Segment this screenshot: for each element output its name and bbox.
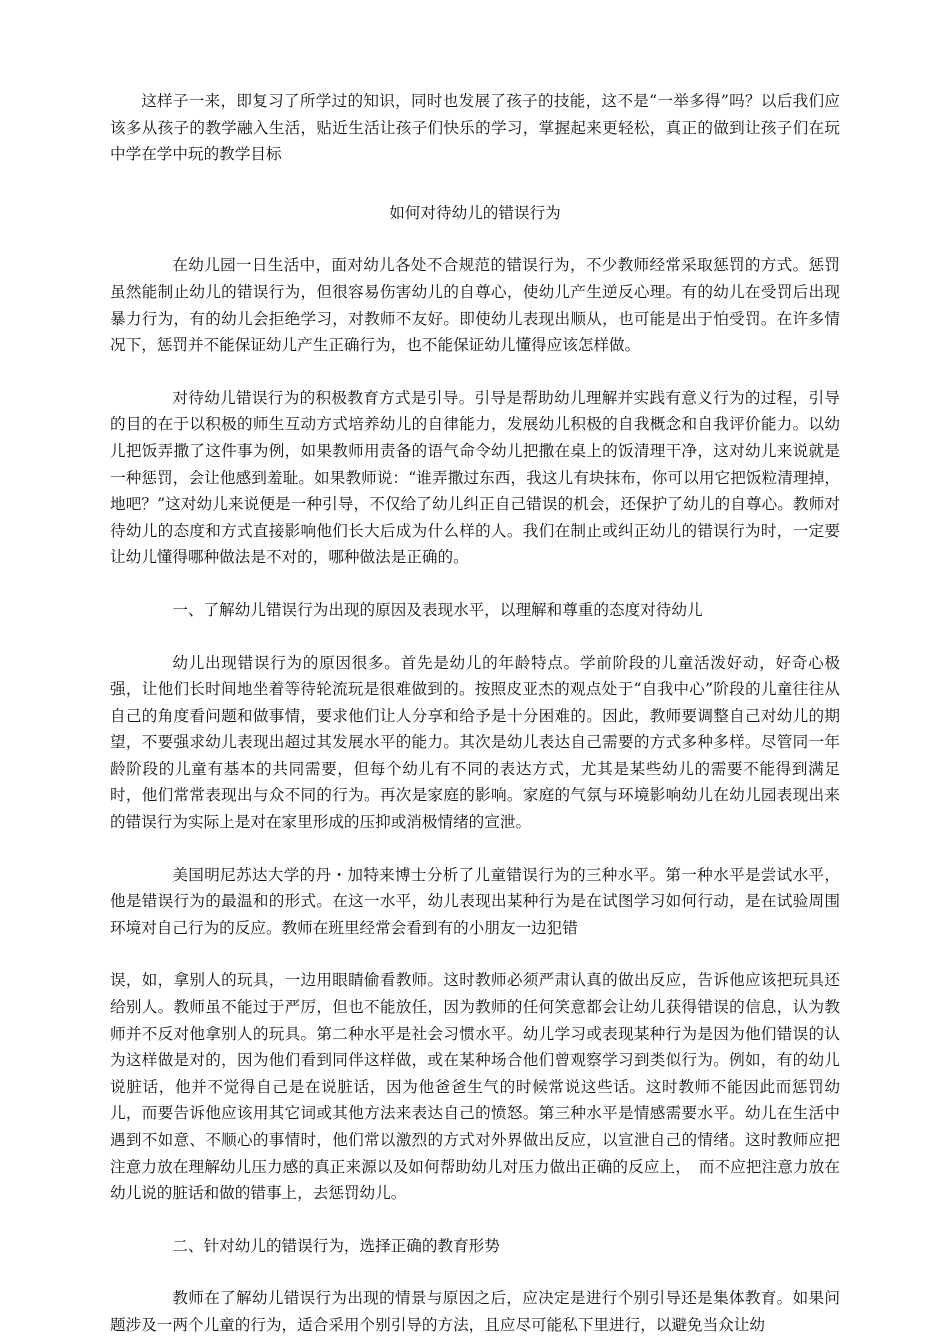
document-page <box>110 88 840 1339</box>
body-paragraph-5: 误，如，拿别人的玩具，一边用眼睛偷看教师。这时教师必须严肃认真的做出反应，告诉他应该把玩具还给别人。教师虽不能过于严厉，但也不能放任，因为教师的任何笑意都会让幼儿获得错误的信息，认为教师并不反对他拿别人的玩具。第二种水平是社会习惯水平。幼儿学习或表现某种行为是因为他们错误的认为这样做是对的，因为他们看到同伴这样做，或在某种场合他们曾观察学习到类似行为。例如，有的幼儿说脏话，他并不觉得自己是在说脏话，因为他爸爸生气的时候常说这些话。这时教师不能因此而惩罚幼儿，而要告诉他应该用其它词或其他方法来表达自己的愤怒。第三种水平是情感需要水平。幼儿在生活中遇到不如意、不顺心的事情时，他们常以激烈的方式对外界做出反应，以宣泄自己的情绪。这时教师应把注意力放在理解幼儿压力感的真正来源以及如何帮助幼儿对压力做出正确的反应上， 而不应把注意力放在幼儿说的脏话和做的错事上，去惩罚幼儿。 <box>110 971 840 1203</box>
body-paragraph-4: 美国明尼苏达大学的丹・加特来博士分析了儿童错误行为的三种水平。第一种水平是尝试水平，他是错误行为的最温和的形式。在这一水平，幼儿表现出某种行为是在试图学习如何行动，是在试验周围环境对自己行为的反应。教师在班里经常会看到有的小朋友一边犯错 <box>110 865 840 937</box>
body-paragraph-6: 教师在了解幼儿错误行为出现的情景与原因之后，应决定是进行个别引导还是集体教育。如果问题涉及一两个儿童的行为，适合采用个别引导的方法，且应尽可能私下里进行，以避免当众让幼 <box>110 1289 840 1334</box>
body-paragraph-1: 在幼儿园一日生活中，面对幼儿各处不合规范的错误行为，不少教师经常采取惩罚的方式。惩罚虽然能制止幼儿的错误行为，但很容易伤害幼儿的自尊心，使幼儿产生逆反心理。有的幼儿在受罚后出现暴力行为，有的幼儿会拒绝学习，对教师不友好。即使幼儿表现出顺从，也可能是出于怕受罚。在许多情况下，惩罚并不能保证幼儿产生正确行为，也不能保证幼儿懂得应该怎样做。 <box>110 256 840 355</box>
article-title: 如何对待幼儿的错误行为 <box>389 203 561 222</box>
section-heading-1: 一、了解幼儿错误行为出现的原因及表现水平，以理解和尊重的态度对待幼儿 <box>172 600 703 619</box>
intro-paragraph: 这样子一来，即复习了所学过的知识，同时也发展了孩子的技能，这不是“一举多得”吗？以后我们应该多从孩子的教学融入生活，贴近生活让孩子们快乐的学习，掌握起来更轻松，真正的做到让孩子们在玩中学在学中玩的教学目标 <box>110 92 840 164</box>
body-paragraph-2: 对待幼儿错误行为的积极教育方式是引导。引导是帮助幼儿理解并实践有意义行为的过程，引导的目的在于以积极的师生互动方式培养幼儿的自律能力，发展幼儿积极的自我概念和自我评价能力。以幼儿把饭弄撒了这件事为例，如果教师用责备的语气命令幼儿把撒在桌上的饭清理干净，这对幼儿来说就是一种惩罚，会让他感到羞耻。如果教师说：“谁弄撒过东西，我这儿有块抹布，你可以用它把饭粒清理掉，地吧？”这对幼儿来说便是一种引导，不仅给了幼儿纠正自己错误的机会，还保护了幼儿的自尊心。教师对待幼儿的态度和方式直接影响他们长大后成为什么样的人。我们在制止或纠正幼儿的错误行为时，一定要让幼儿懂得哪种做法是不对的，哪种做法是正确的。 <box>110 388 840 567</box>
section-heading-2: 二、针对幼儿的错误行为，选择正确的教育形势 <box>172 1236 500 1255</box>
body-paragraph-3: 幼儿出现错误行为的原因很多。首先是幼儿的年龄特点。学前阶段的儿童活泼好动，好奇心极强，让他们长时间地坐着等待轮流玩是很难做到的。按照皮亚杰的观点处于“自我中心”阶段的儿童往往从自己的角度看问题和做事情，要求他们让人分享和给予是十分困难的。因此，教师要调整自己对幼儿的期望，不要强求幼儿表现出超过其发展水平的能力。其次是幼儿表达自己需要的方式多种多样。尽管同一年龄阶段的儿童有基本的共同需要，但每个幼儿有不同的表达方式，尤其是某些幼儿的需要不能得到满足时，他们常常表现出与众不同的行为。再次是家庭的影响。家庭的气氛与环境影响幼儿在幼儿园表现出来的错误行为实际上是对在家里形成的压抑或消极情绪的宣泄。 <box>110 653 840 832</box>
